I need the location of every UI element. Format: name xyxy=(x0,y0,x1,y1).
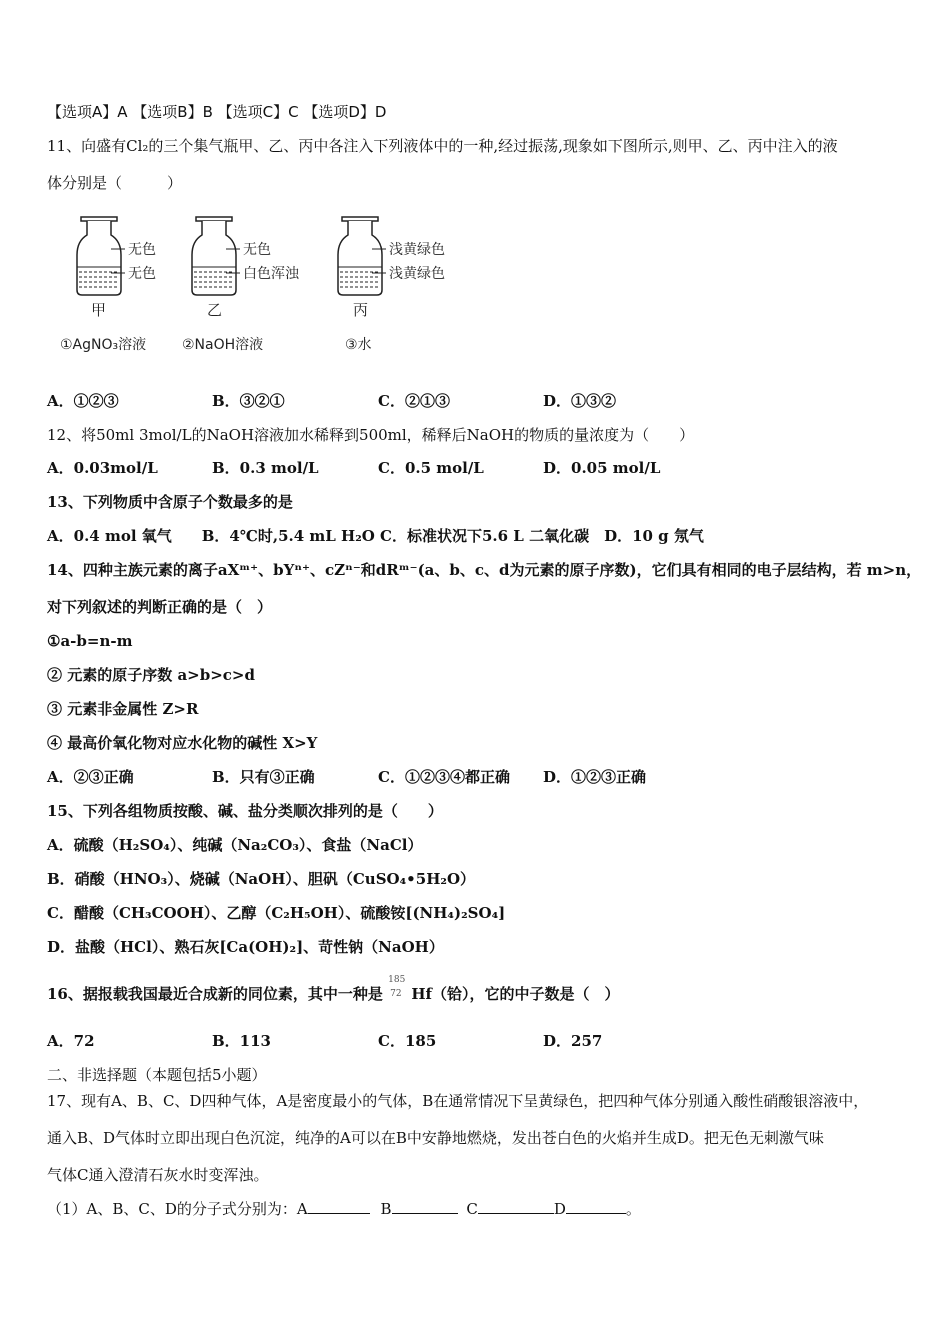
q16-option-d: D．257 xyxy=(543,1032,603,1050)
yi-name: 乙 xyxy=(207,301,223,319)
q17-sub1-end: 。 xyxy=(625,1200,641,1218)
q15-option-a: A．硫酸（H₂SO₄）、纯碱（Na₂CO₃）、食盐（NaCl） xyxy=(47,836,423,854)
q16-text-after: Hf（铪），它的中子数是（ ） xyxy=(411,985,620,1003)
q14-statement-4: ④ 最高价氧化物对应水化物的碱性 X>Y xyxy=(47,734,318,752)
blank-c-label: C xyxy=(466,1200,478,1218)
mass-number: 185 xyxy=(388,975,406,985)
q12-stem: 12、将50ml 3mol/L的NaOH溶液加水稀释到500ml，稀释后NaOH的物质的量浓度为（ ） xyxy=(47,426,695,444)
q12-option-a: A．0.03mol/L xyxy=(47,459,158,477)
jia-name: 甲 xyxy=(91,301,107,319)
yi-bottom-label: 白色浑浊 xyxy=(243,266,299,282)
q15-option-d: D．盐酸（HCl）、熟石灰[Ca(OH)₂]、苛性钠（NaOH） xyxy=(47,938,444,956)
q11-option-c: C．②①③ xyxy=(378,392,450,410)
q16-option-a: A．72 xyxy=(47,1032,95,1050)
liquid-3: ③水 xyxy=(345,337,372,353)
blank-b[interactable] xyxy=(392,1199,458,1214)
q11-option-d: D．①③② xyxy=(543,392,617,410)
q15-option-b: B．硝酸（HNO₃）、烧碱（NaOH）、胆矾（CuSO₄•5H₂O） xyxy=(47,870,476,888)
q14-option-a: A．②③正确 xyxy=(47,768,134,786)
nuclide-symbol xyxy=(388,975,406,1005)
q14-statement-1: ①a-b=n-m xyxy=(47,632,133,650)
q16-text-before: 16、据报载我国最近合成新的同位素，其中一种是 xyxy=(47,985,383,1003)
q11-option-b: B．③②① xyxy=(212,392,285,410)
jia-top-label: 无色 xyxy=(128,242,156,258)
liquid-2: ②NaOH溶液 xyxy=(182,337,264,353)
gas-bottles-figure xyxy=(55,215,475,360)
q16-option-b: B．113 xyxy=(212,1032,271,1050)
q14-option-b: B．只有③正确 xyxy=(212,768,315,786)
bottle-yi xyxy=(192,217,300,319)
q11-stem-line2: 体分别是（ ） xyxy=(47,174,183,192)
q14-option-d: D．①②③正确 xyxy=(543,768,647,786)
bottle-jia xyxy=(77,217,156,319)
q17-stem-line1: 17、现有A、B、C、D四种气体，A是密度最小的气体，B在通常情况下呈黄绿色，把四种气体分别通入酸性硝酸银溶液中， xyxy=(47,1092,869,1110)
q13-stem: 13、下列物质中含原子个数最多的是 xyxy=(47,493,293,511)
q12-option-c: C．0.5 mol/L xyxy=(378,459,484,477)
blank-d[interactable] xyxy=(566,1199,626,1214)
yi-top-label: 无色 xyxy=(243,242,271,258)
blank-c[interactable] xyxy=(478,1199,554,1214)
q16-option-c: C．185 xyxy=(378,1032,437,1050)
q13-options: A．0.4 mol 氧气 B．4℃时,5.4 mL H₂O C．标准状况下5.6 L 二氧化碳 D．10 g 氖气 xyxy=(47,527,704,545)
liquid-1: ①AgNO₃溶液 xyxy=(60,337,147,353)
bing-bottom-label: 浅黄绿色 xyxy=(389,266,445,282)
section-two-heading: 二、非选择题（本题包括5小题） xyxy=(47,1066,267,1084)
q15-stem: 15、下列各组物质按酸、碱、盐分类顺次排列的是（ ） xyxy=(47,802,443,820)
q14-stem-line2: 对下列叙述的判断正确的是（ ） xyxy=(47,598,273,616)
bottle-bing xyxy=(338,217,445,319)
jia-bottom-label: 无色 xyxy=(128,266,156,282)
top-answer-line: 【选项A】A 【选项B】B 【选项C】C 【选项D】D xyxy=(47,103,387,121)
blank-b-label: B xyxy=(380,1200,392,1218)
bing-name: 丙 xyxy=(353,301,369,319)
q11-option-a: A．①②③ xyxy=(47,392,119,410)
q12-option-b: B．0.3 mol/L xyxy=(212,459,319,477)
atomic-number: 72 xyxy=(390,989,402,999)
q17-stem-line2: 通入B、D气体时立即出现白色沉淀，纯净的A可以在B中安静地燃烧，发出苍白色的火焰并生成D。把无色无刺激气味 xyxy=(47,1129,824,1147)
bing-top-label: 浅黄绿色 xyxy=(389,242,445,258)
blank-a[interactable] xyxy=(308,1199,370,1214)
q14-statement-3: ③ 元素非金属性 Z>R xyxy=(47,700,199,718)
q17-sub1-prefix: （1）A、B、C、D的分子式分别为：A xyxy=(47,1200,308,1218)
q14-option-c: C．①②③④都正确 xyxy=(378,768,510,786)
q14-stem-line1: 14、四种主族元素的离子aXᵐ⁺、bYⁿ⁺、cZⁿ⁻和dRᵐ⁻(a、b、c、d为元素的原子序数)，它们具有相同的电子层结构，若 m>n， xyxy=(47,561,922,579)
q14-statement-2: ② 元素的原子序数 a>b>c>d xyxy=(47,666,255,684)
q12-option-d: D．0.05 mol/L xyxy=(543,459,661,477)
q16-stem xyxy=(47,975,620,1005)
q17-stem-line3: 气体C通入澄清石灰水时变浑浊。 xyxy=(47,1166,269,1184)
q17-sub1 xyxy=(47,1198,641,1220)
q15-option-c: C．醋酸（CH₃COOH）、乙醇（C₂H₅OH）、硫酸铵[(NH₄)₂SO₄] xyxy=(47,904,506,922)
q11-stem-line1: 11、向盛有Cl₂的三个集气瓶甲、乙、丙中各注入下列液体中的一种,经过振荡,现象如下图所示,则甲、乙、丙中注入的液 xyxy=(47,137,838,155)
blank-d-label: D xyxy=(553,1200,566,1218)
